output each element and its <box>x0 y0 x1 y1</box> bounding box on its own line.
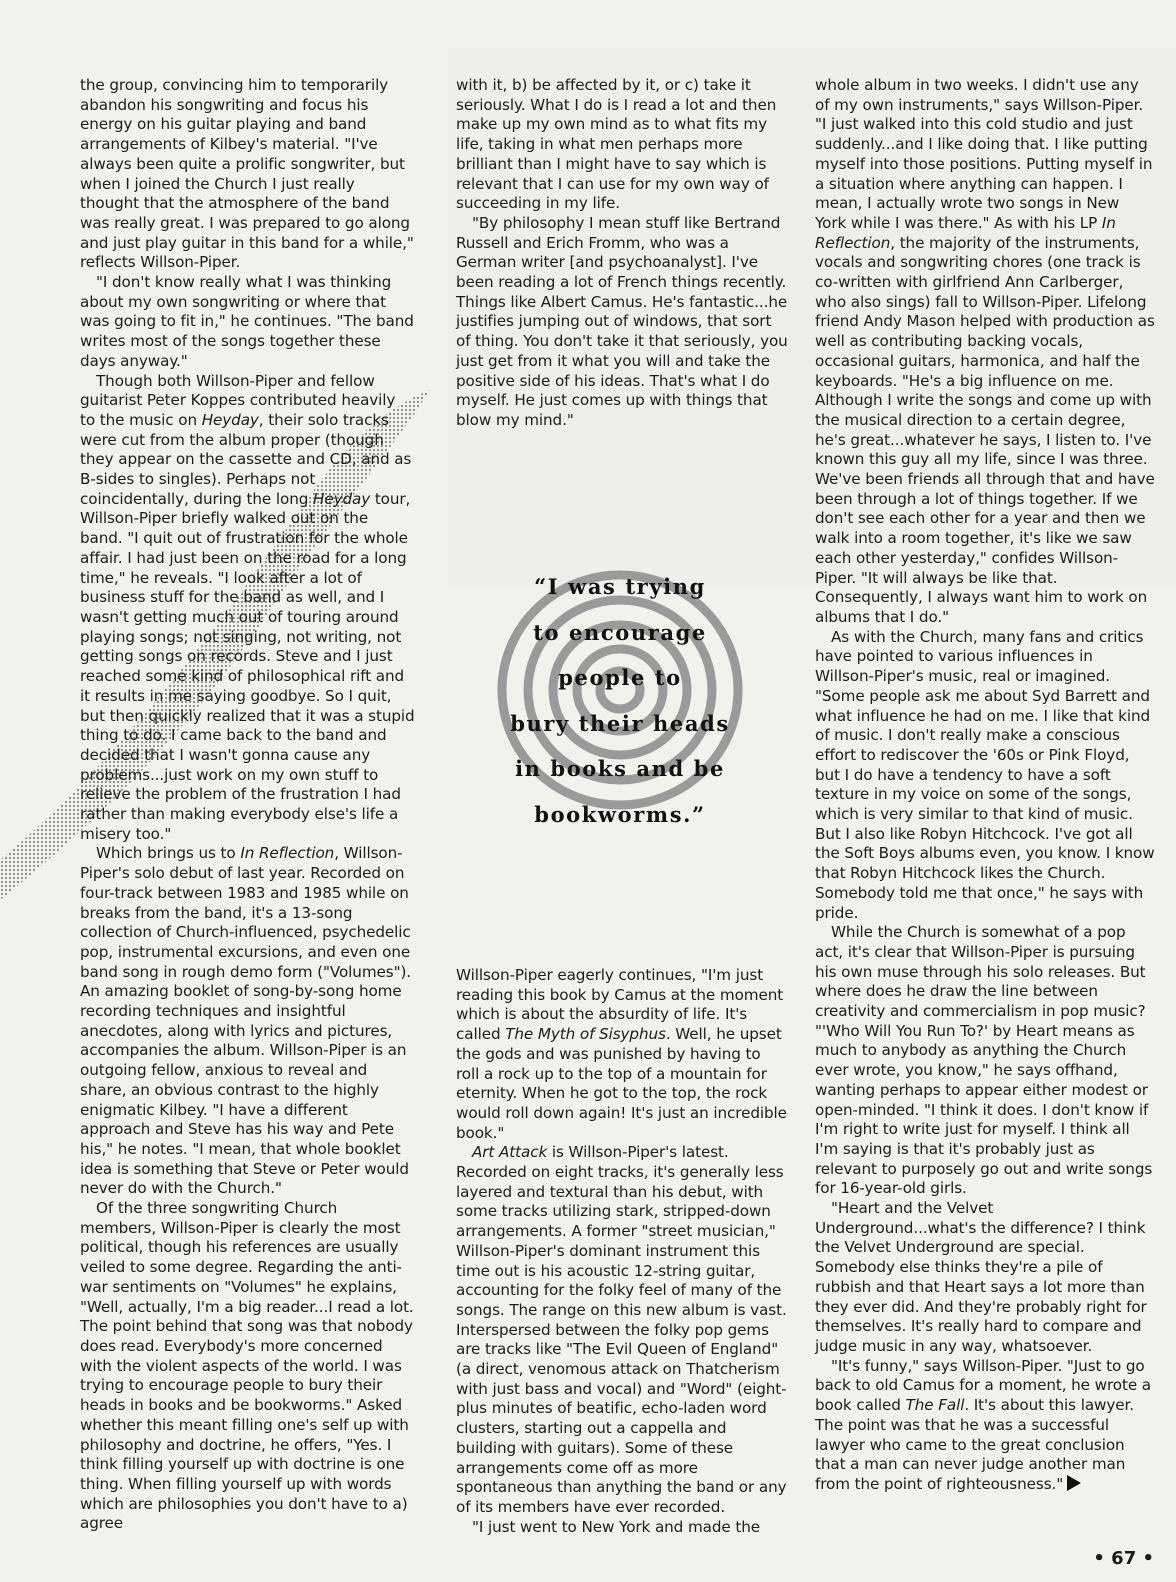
paragraph: Art Attack is Willson-Piper's latest. Recorded on eight tracks, it's generally less layered and textural than his debut, with some tracks utilizing stark, stripped-down arrangements. A former "street musician," Willson-Piper's dominant instrument this time out is his acoustic 12-string guitar, accounting for the folky feel of many of the songs. The range on this new album is vast. Interspersed between the folky pop gems are tracks like "The Evil Queen of England" (a direct, venomous attack on Thatcherism with just bass and vocal) and "Word" (eight-plus minutes of beatific, echo-laden word clusters, starting out a cappella and building with guitars). Some of these arrangements come off as more spontaneous than anything the band or any of its members have ever recorded. <box>456 1143 787 1516</box>
pull-quote-line: people to <box>558 665 682 690</box>
column-3 <box>815 76 1155 1495</box>
right-triangle-icon <box>1067 1475 1081 1491</box>
paragraph: While the Church is somewhat of a pop act, it's clear that Willson-Piper is pursuing his own muse through his solo releases. But where does he draw the line between creativity and commercialism in pop music? "'Who Will You Run To?' by Heart means as much to anybody as anything the Church ever wrote, you know," he says offhand, wanting perhaps to appear either modest or open-minded. "I think it does. I don't know if I'm right to write just for myself. I think all I'm saying is that it's probably just as relevant to purposely go out and write songs for 16-year-old girls. <box>815 923 1153 1198</box>
paragraph: "I don't know really what I was thinking about my own songwriting or where that was going to fit in," he continues. "The band writes most of the songs together these days anyway." <box>80 273 414 370</box>
paragraph: with it, b) be affected by it, or c) take it seriously. What I do is I read a lot and then make up my own mind as to what fits my life, taking in what men perhaps more brilliant than I might have to say which is relevant that I can use for my own way of succeeding in my life. <box>456 76 777 213</box>
paragraph: Which brings us to In Reflection, Willson-Piper's solo debut of last year. Recorded on four-track between 1983 and 1985 while on breaks from the band, it's a 13-song collection of Church-influenced, psychedelic pop, instrumental excursions, and even one band song in rough demo form ("Volumes"). An amazing booklet of song-by-song home recording techniques and insightful anecdotes, along with lyrics and pictures, accompanies the album. Willson-Piper is an outgoing fellow, anxious to reveal and share, an obvious contrast to the highly enigmatic Kilbey. "I have a different approach and Steve has his way and Pete his," he notes. "I mean, that whole booklet idea is something that Steve or Peter would never do with the Church." <box>80 844 412 1198</box>
column-2-top <box>456 76 788 431</box>
pull-quote-line: bookworms.” <box>534 801 706 827</box>
page-number: • 67 • <box>1093 1548 1154 1569</box>
column-1 <box>80 76 415 1534</box>
paragraph: As with the Church, many fans and critics have pointed to various influences in Willson-Piper's music, real or imagined. "Some people ask me about Syd Barrett and what influence he had on me. I like that kind of music. I don't really make a conscious effort to rediscover the '60s or Pink Floyd, but I do have a tendency to have a soft texture in my voice on some of the songs, which is very similar to that kind of music. But I also like Robyn Hitchcock. I've got all the Soft Boys albums even, you know. I know that Robyn Hitchcock likes the Church. Somebody told me that once," he says with pride. <box>815 627 1155 922</box>
paragraph: Of the three songwriting Church members, Willson-Piper is clearly the most political, though his references are usually veiled to some degree. Regarding the anti-war sentiments on "Volumes" he explains, "Well, actually, I'm a big reader...I read a lot. The point behind that song was that nobody does read. Everybody's more concerned with the violent aspects of the world. I was trying to encourage people to bury their heads in books and be bookworms." Asked whether this meant filling one's self up with philosophy and doctrine, he offers, "Yes. I think filling yourself up with doctrine is one thing. When filling yourself up with words which are philosophies you don't have to a) agree <box>80 1199 414 1533</box>
paragraph: whole album in two weeks. I didn't use any of my own instruments," says Willson-Piper. "I just walked into this cold studio and just suddenly...and I like doing that. I like putting myself into those positions. Putting myself in a situation where anything can happen. I mean, I actually wrote two songs in New York while I was there." As with his LP In Reflection, the majority of the instruments, vocals and songwriting chores (one track is co-written with girlfriend Ann Carlberger, who also sings) fall to Willson-Piper. Lifelong friend Andy Mason helped with production as well as contributing backing vocals, occasional guitars, harmonica, and half the keyboards. "He's a big influence on me. Although I write the songs and come up with the musical direction to a certain degree, he's great...whatever he says, I listen to. I've known this guy all my life, since I was three. We've been friends all through that and have been through a lot of things together. If we don't see each other for a year and then we walk into a room together, it's like we saw each other yesterday," confides Willson-Piper. "It will always be like that. Consequently, I always want him to work on albums that I do." <box>815 76 1155 626</box>
paragraph: "Heart and the Velvet Underground...what's the difference? I think the Velvet Underground are special. Somebody else thinks they're a pile of rubbish and that Heart says a lot more than they ever did. And they're probably right for themselves. It's really hard to compare and judge music in any way, whatsoever. <box>815 1199 1147 1355</box>
column-2-bottom <box>456 966 788 1537</box>
paragraph: Willson-Piper eagerly continues, "I'm just reading this book by Camus at the moment which is about the absurdity of life. It's called The Myth of Sisyphus. Well, he upset the gods and was punished by having to roll a rock up to the top of a mountain for eternity. When he got to the top, the rock would roll down again! It's just an incredible book." <box>456 966 787 1142</box>
pull-quote-line: “I was trying <box>534 574 706 599</box>
paragraph: the group, convincing him to temporarily abandon his songwriting and focus his energy on his guitar playing and band arrangements of Kilbey's material. "I've always been quite a prolific songwriter, but when I joined the Church I just really thought that the atmosphere of the band was really great. I was prepared to go along and just play guitar in this band for a while," reflects Willson-Piper. <box>80 76 414 272</box>
paragraph: Though both Willson-Piper and fellow guitarist Peter Koppes contributed heavily to the music on Heyday, their solo tracks were cut from the album proper (though they appear on the cassette and CD, and as B-sides to singles). Perhaps not coincidentally, during the long Heyday tour, Willson-Piper briefly walked out on the band. "I quit out of frustration for the whole affair. I had just been on the road for a long time," he reveals. "I look after a lot of business stuff for the band as well, and I wasn't getting much out of touring around playing songs; not singing, not writing, not getting songs on records. Steve and I just reached some kind of philosophical rift and it results in me saying goodbye. So I quit, but then quickly realized that it was a stupid thing to do. I came back to the band and decided that I wasn't gonna cause any problems...just work on my own stuff to relieve the problem of the frustration I had rather than making everybody else's life a misery too." <box>80 371 415 843</box>
paragraph: "By philosophy I mean stuff like Bertrand Russell and Erich Fromm, who was a German writer [and psychoanalyst]. I've been reading a lot of French things recently. Things like Albert Camus. He's fantastic...he justifies jumping out of windows, that sort of thing. You don't take it that seriously, you just get from it what you will and take the positive side of his ideas. That's what I do myself. He just comes up with things that blow my mind." <box>456 213 788 429</box>
paragraph: "I just went to New York and made the <box>472 1517 760 1536</box>
pull-quote-line: to encourage <box>533 619 707 645</box>
paragraph: "It's funny," says Willson-Piper. "Just to go back to old Camus for a moment, he wrote a book called The Fall. It's about this lawyer. The point was that he was a successful lawyer who came to the great conclusion that a man can never judge another man from the point of righteousness." <box>815 1356 1152 1493</box>
pull-quote <box>470 550 770 840</box>
pull-quote-line: in books and be <box>515 756 725 781</box>
pull-quote-line: bury their heads <box>510 710 730 736</box>
